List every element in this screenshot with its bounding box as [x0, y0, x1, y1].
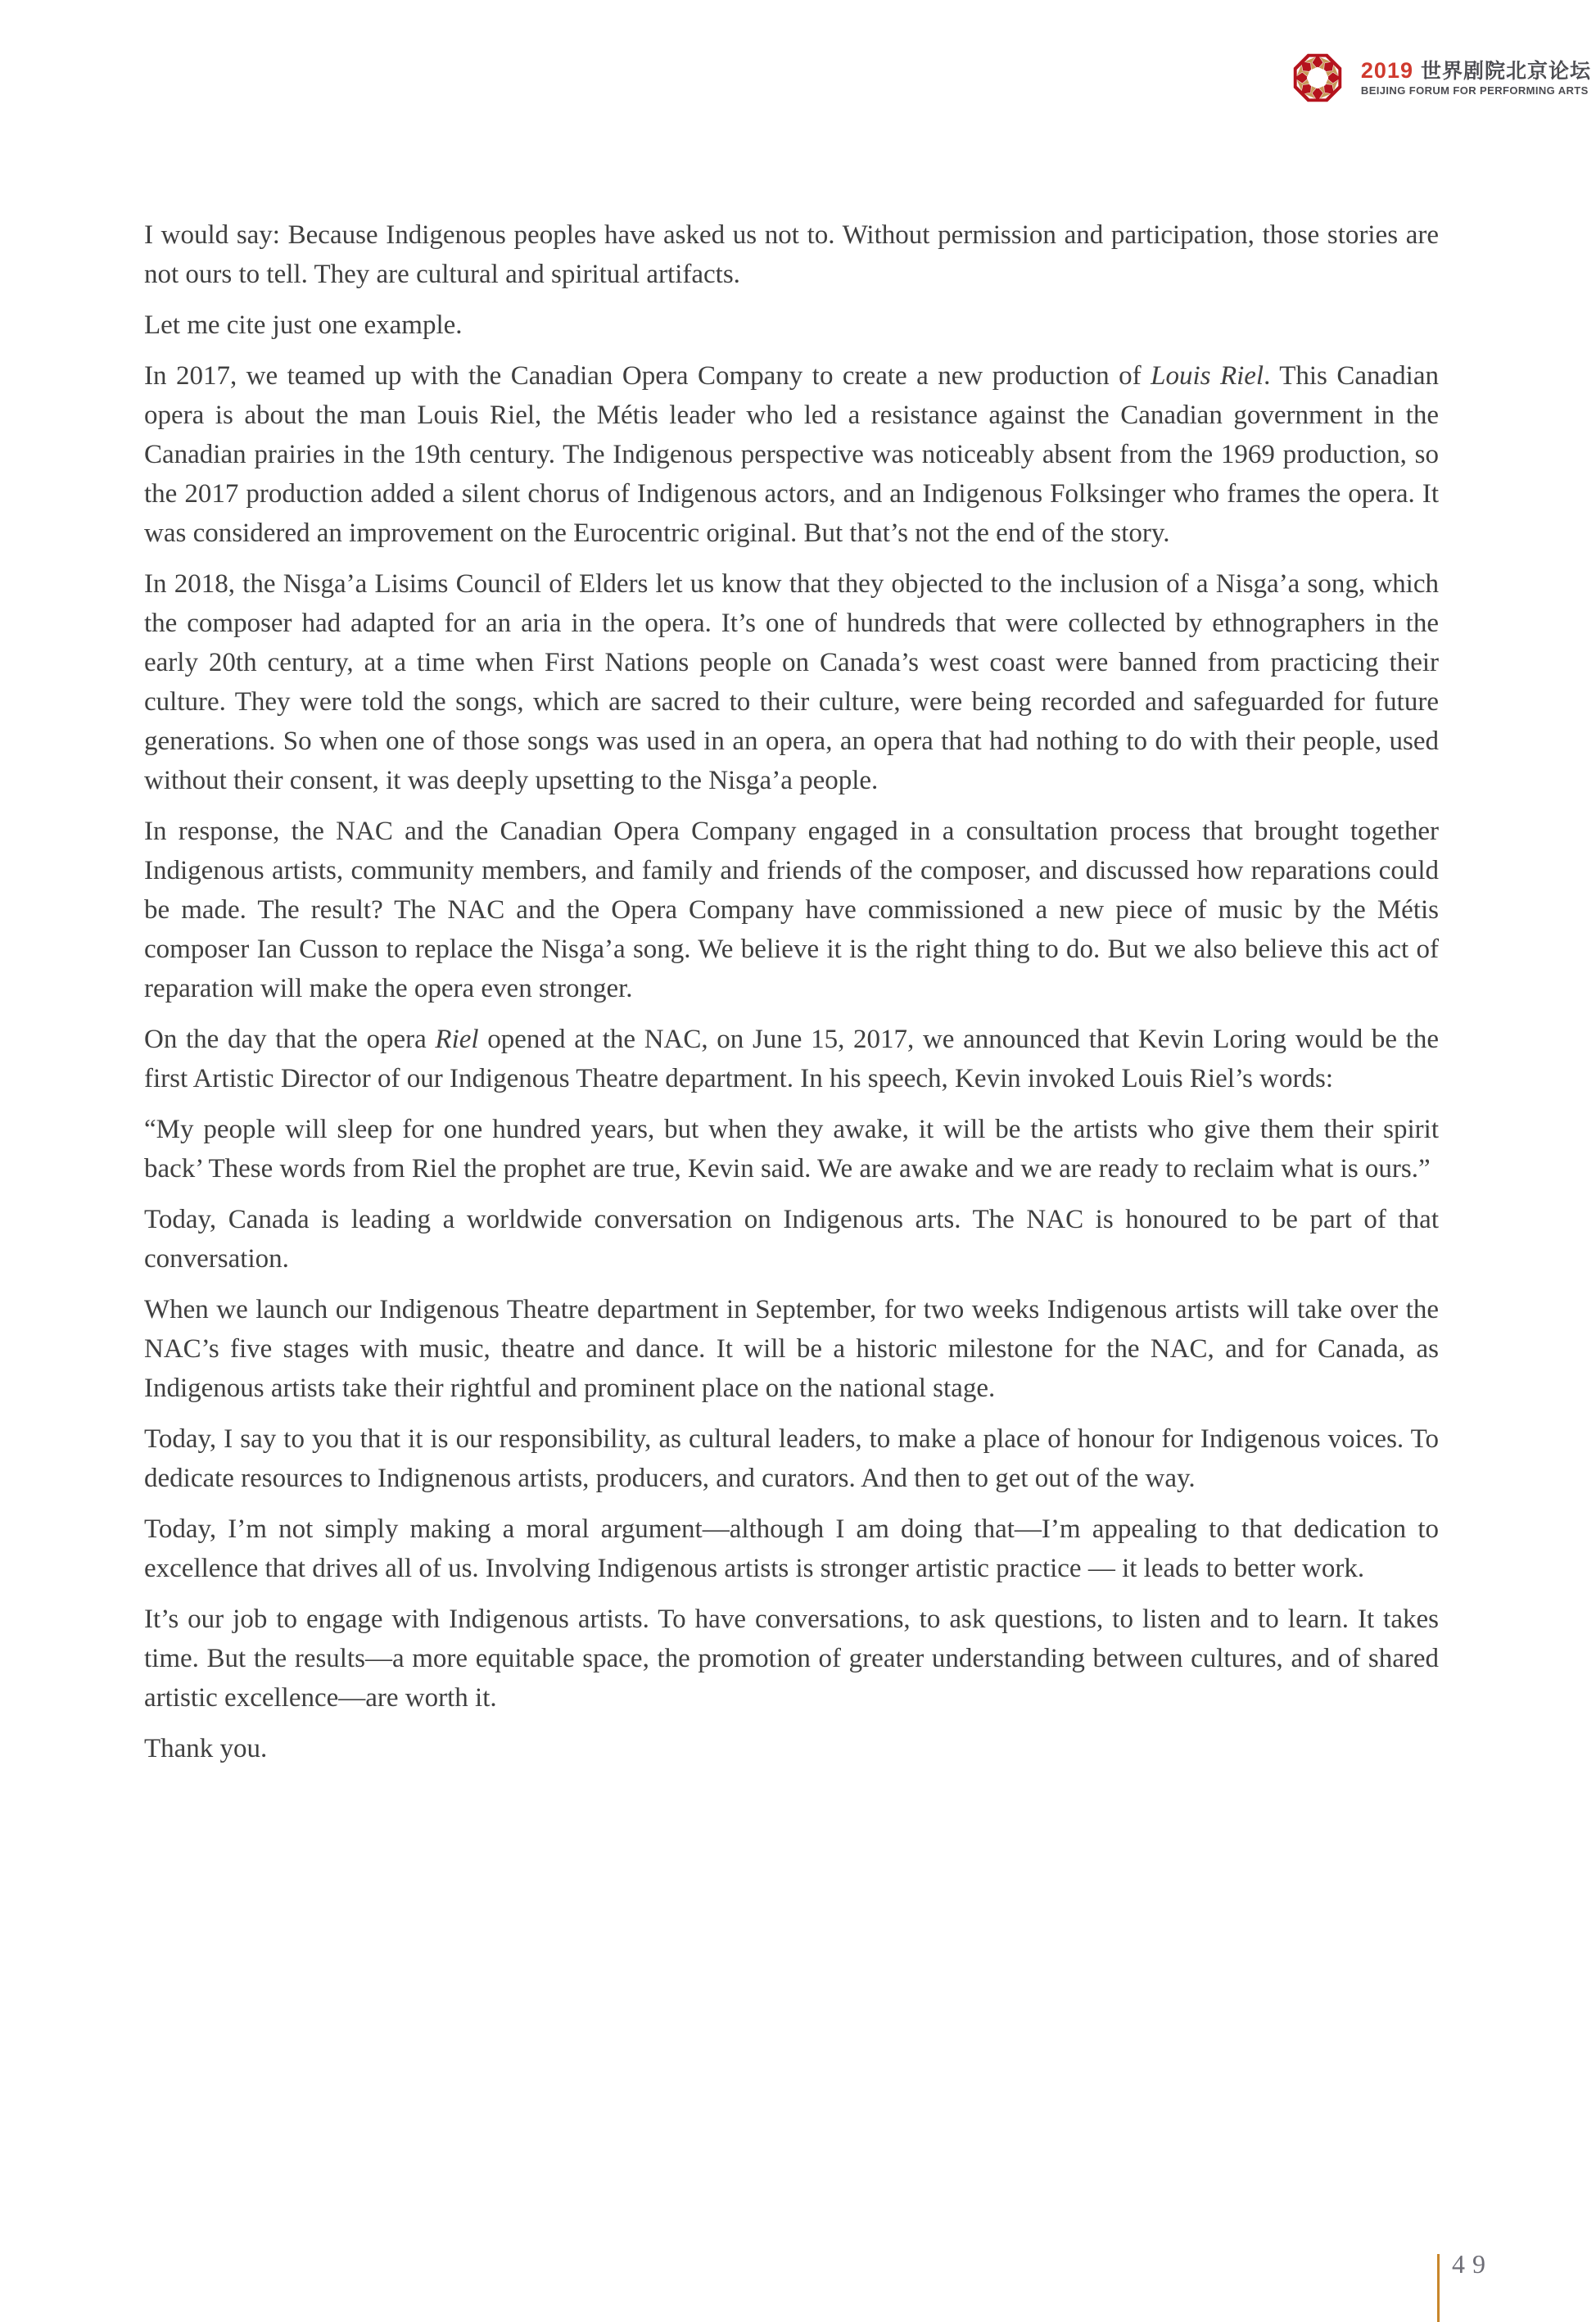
paragraph: On the day that the opera Riel opened at the NAC, on June 15, 2017, we announced that Kevin Loring would be the first Artistic Director of our Indigenous Theatre department. In his speech, Kevin invoked Louis Riel’s words:	[144, 1025, 1439, 1093]
paragraph: Today, I’m not simply making a moral argument—although I am doing that—I’m appealing to that dedication to excellence that drives all of us. Involving Indigenous artists is stronger artistic practice — it leads to better work.	[144, 1514, 1439, 1583]
page-number: 49	[1452, 2249, 1493, 2279]
paragraph: Today, Canada is leading a worldwide conversation on Indigenous arts. The NAC is honoured to be part of that conversation.	[144, 1205, 1439, 1274]
document-body	[144, 215, 1439, 1780]
paragraph: Thank you.	[144, 1734, 268, 1763]
forum-logo-title	[1361, 58, 1591, 84]
forum-title-zh: 世界剧院北京论坛	[1420, 60, 1591, 83]
forum-year: 2019	[1360, 58, 1413, 83]
footer-rule	[1437, 2254, 1440, 2322]
paragraph: When we launch our Indigenous Theatre department in September, for two weeks Indigenous artists will take over the NAC’s five stages with music, theatre and dance. It will be a historic milestone for the NAC, and for Canada, as Indigenous artists take their rightful and prominent place on the national stage.	[144, 1295, 1439, 1403]
paragraph: In 2018, the Nisga’a Lisims Council of Elders let us know that they objected to the inclusion of a Nisga’a song, which the composer had adapted for an aria in the opera. It’s one of hundreds that were collected by ethnographers in the early 20th century, at a time when First Nations people on Canada’s west coast were banned from practicing their culture. They were told the songs, which are sacred to their culture, were being recorded and safeguarded for future generations. So when one of those songs was used in an opera, an opera that had nothing to do with their people, used without their consent, it was deeply upsetting to the Nisga’a people.	[144, 569, 1439, 795]
forum-subtitle-en: BEIJING FORUM FOR PERFORMING ARTS	[1360, 84, 1589, 97]
paragraph: It’s our job to engage with Indigenous artists. To have conversations, to ask questions, to listen and to learn. It takes time. But the results—a more equitable space, the promotion of greater understanding between cultures, and of shared artistic excellence—are worth it.	[144, 1605, 1439, 1713]
forum-emblem-icon	[1291, 51, 1345, 105]
paragraph: I would say: Because Indigenous peoples have asked us not to. Without permission and participation, those stories are not ours to tell. They are cultural and spiritual artifacts.	[144, 220, 1439, 289]
paragraph: In 2017, we teamed up with the Canadian Opera Company to create a new production of Louis Riel. This Canadian opera is about the man Louis Riel, the Métis leader who led a resistance against the Canadian government in the Canadian prairies in the 19th century. The Indigenous perspective was noticeably absent from the 1969 production, so the 2017 production added a silent chorus of Indigenous actors, and an Indigenous Folksinger who frames the opera. It was considered an improvement on the Eurocentric original. But that’s not the end of the story.	[144, 361, 1439, 548]
paragraph: Let me cite just one example.	[144, 310, 463, 340]
paragraph: Today, I say to you that it is our responsibility, as cultural leaders, to make a place of honour for Indigenous voices. To dedicate resources to Indignenous artists, producers, and curators. And then to get out of the way.	[144, 1424, 1439, 1493]
paragraph: In response, the NAC and the Canadian Opera Company engaged in a consultation process that brought together Indigenous artists, community members, and family and friends of the composer, and discussed how reparations could be made. The result? The NAC and the Opera Company have commissioned a new piece of music by the Métis composer Ian Cusson to replace the Nisga’a song. We believe it is the right thing to do. But we also believe this act of reparation will make the opera even stronger.	[144, 817, 1439, 1003]
paragraph: “My people will sleep for one hundred years, but when they awake, it will be the artists who give them their spirit back’ These words from Riel the prophet are true, Kevin said. We are awake and we are ready to reclaim what is ours.”	[144, 1115, 1439, 1184]
forum-logo-text	[1361, 58, 1591, 97]
forum-logo	[1291, 51, 1591, 105]
